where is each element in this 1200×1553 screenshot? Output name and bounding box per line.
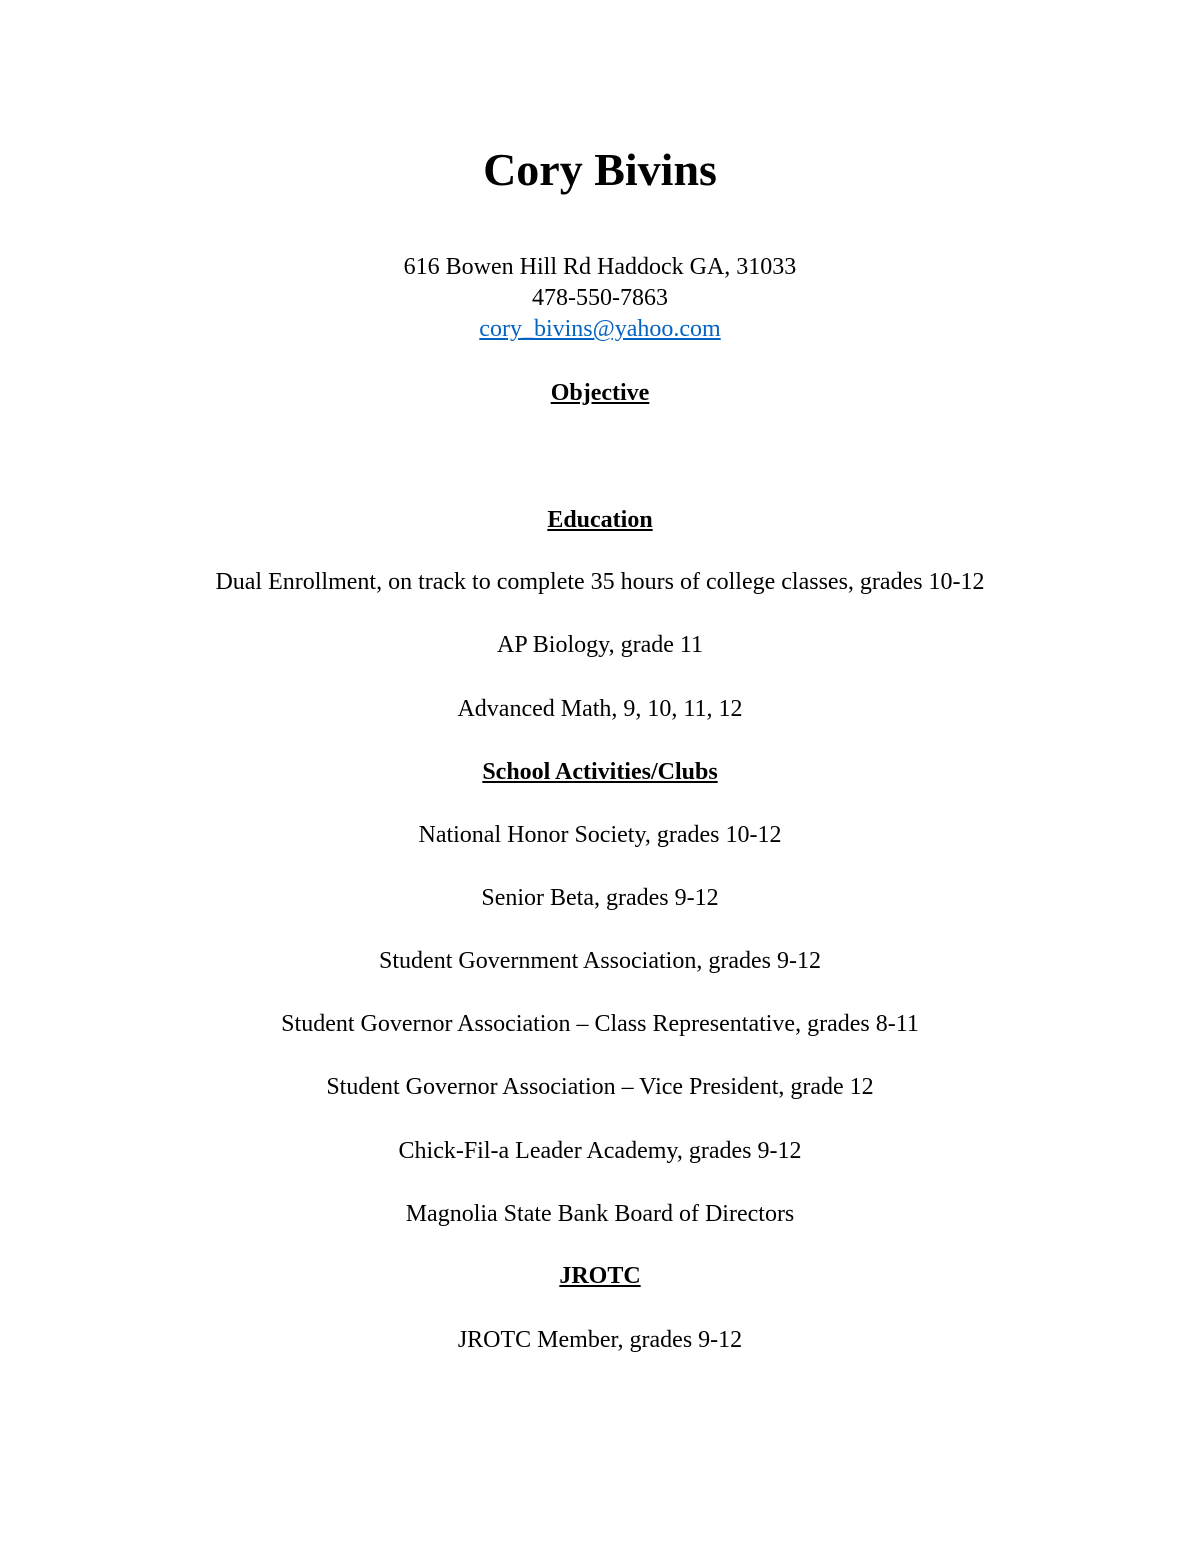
email-line [0, 314, 1200, 344]
activity-item: National Honor Society, grades 10-12 [418, 822, 782, 848]
activity-item: Student Governor Association – Vice President, grade 12 [326, 1074, 874, 1100]
jrotc-item: JROTC Member, grades 9-12 [457, 1327, 743, 1353]
activity-item: Senior Beta, grades 9-12 [481, 885, 719, 911]
education-item: Dual Enrollment, on track to complete 35 hours of college classes, grades 10-12 [215, 569, 985, 595]
address-line: 616 Bowen Hill Rd Haddock GA, 31033 [403, 254, 797, 280]
activity-item: Student Governor Association – Class Representative, grades 8-11 [281, 1011, 919, 1037]
education-heading: Education [547, 507, 653, 533]
jrotc-heading: JROTC [559, 1263, 641, 1289]
education-item: AP Biology, grade 11 [497, 632, 703, 658]
phone-line: 478-550-7863 [532, 285, 668, 311]
activity-item: Student Government Association, grades 9-12 [379, 948, 821, 974]
objective-heading: Objective [550, 380, 650, 406]
education-item: Advanced Math, 9, 10, 11, 12 [457, 696, 743, 722]
activities-heading: School Activities/Clubs [482, 759, 718, 785]
activity-item: Magnolia State Bank Board of Directors [405, 1201, 795, 1227]
activity-item: Chick-Fil-a Leader Academy, grades 9-12 [398, 1138, 802, 1164]
email-link[interactable]: cory_bivins@yahoo.com [479, 316, 721, 342]
resume-name: Cory Bivins [483, 144, 717, 195]
